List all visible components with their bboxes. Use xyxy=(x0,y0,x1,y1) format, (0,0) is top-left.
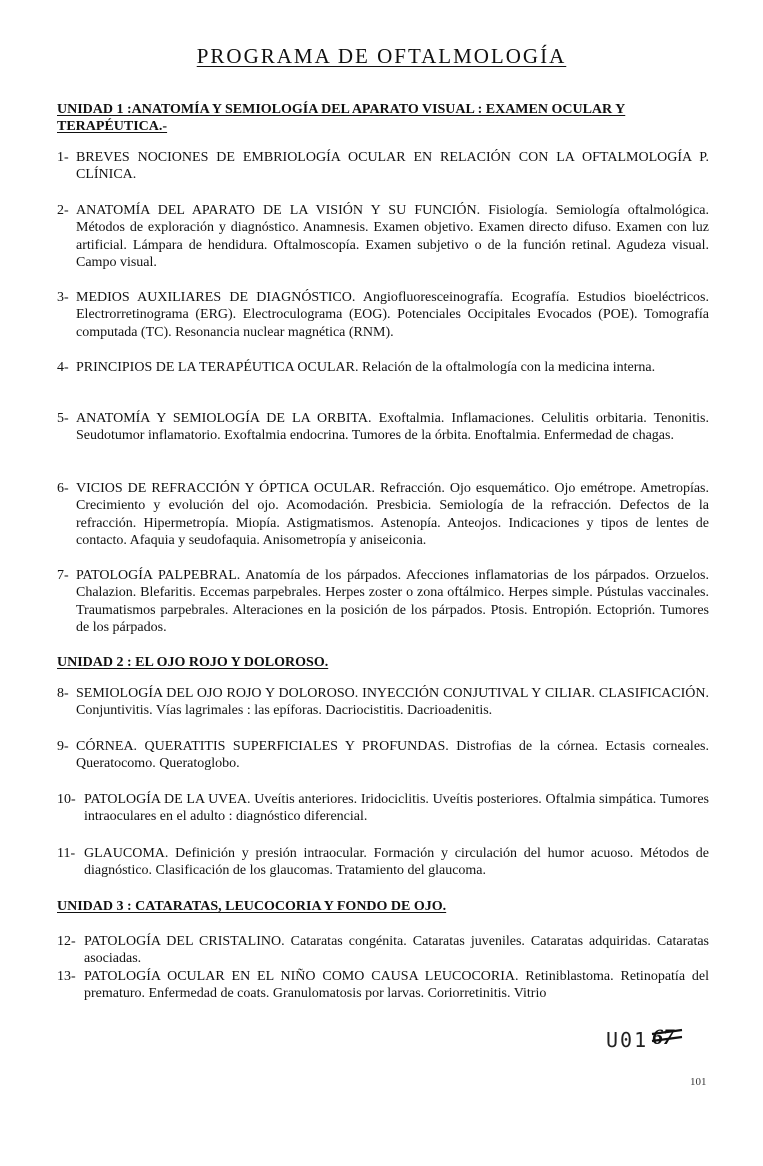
item-text: MEDIOS AUXILIARES DE DIAGNÓSTICO. Angiofluoresceinografía. Ecografía. Estudios bioeléctricos. Electrorretinograma (ERG). Electroculograma (EOG). Potenciales Occipitales Evocados (POE). Tomografía computada (TC). Resonancia nuclear magnética (RNM). xyxy=(76,290,709,340)
item-number: 7- xyxy=(57,568,69,583)
item-text: CÓRNEA. QUERATITIS SUPERFICIALES Y PROFUNDAS. Distrofias de la córnea. Ectasis corneales. Queratocomo. Queratoglobo. xyxy=(76,739,709,772)
item-text: ANATOMÍA Y SEMIOLOGÍA DE LA ORBITA. Exoftalmia. Inflamaciones. Celulitis orbitaria. Tenonitis. Seudotumor inflamatorio. Exoftalmia endocrina. Tumores de la órbita. Enoftalmia. Enfermedad de chagas. xyxy=(76,411,709,444)
item-number: 10- xyxy=(57,792,76,807)
item-number: 6- xyxy=(57,481,69,496)
list-item xyxy=(57,289,709,341)
handwritten-page-number: 67 xyxy=(652,1024,674,1049)
item-number: 12- xyxy=(57,934,76,949)
unit-1-heading: UNIDAD 1 :ANATOMÍA Y SEMIOLOGÍA DEL APARATO VISUAL : EXAMEN OCULAR Y TERAPÉUTICA.- xyxy=(57,102,626,134)
list-item xyxy=(57,685,709,720)
item-text: PATOLOGÍA DEL CRISTALINO. Cataratas congénita. Cataratas juveniles. Cataratas adquiridas. Cataratas asociadas. xyxy=(84,934,709,967)
unit-2-heading: UNIDAD 2 : EL OJO ROJO Y DOLOROSO. xyxy=(57,655,329,670)
item-number: 2- xyxy=(57,203,69,218)
list-item xyxy=(57,359,709,376)
item-text: PATOLOGÍA DE LA UVEA. Uveítis anteriores. Iridociclitis. Uveítis posteriores. Oftalmia simpática. Tumores intraoculares en el adulto : diagnóstico diferencial. xyxy=(84,792,709,825)
list-item xyxy=(57,202,709,271)
item-text: PATOLOGÍA PALPEBRAL. Anatomía de los párpados. Afecciones inflamatorias de los párpados. Orzuelos. Chalazion. Blefaritis. Eccemas parpebrales. Herpes zoster o zona oftálmico. Herpes simple. Pústulas vaccinales. Traumatismos parpebrales. Alteraciones en la posición de los párpados. Ptosis. Entropión. Ectoprión. Tumores de los párpados. xyxy=(76,568,709,635)
folio-stamp: U01 xyxy=(606,1028,649,1052)
item-text: SEMIOLOGÍA DEL OJO ROJO Y DOLOROSO. INYECCIÓN CONJUTIVAL Y CILIAR. CLASIFICACIÓN. Conjuntivitis. Vías lagrimales : las epíforas. Dacriocistitis. Dacrioadenitis. xyxy=(76,686,709,719)
item-text: BREVES NOCIONES DE EMBRIOLOGÍA OCULAR EN RELACIÓN CON LA OFTALMOLOGÍA P. CLÍNICA. xyxy=(76,150,709,183)
list-item xyxy=(57,149,709,184)
item-number: 11- xyxy=(57,846,76,861)
item-number: 5- xyxy=(57,411,69,426)
unit-3-heading: UNIDAD 3 : CATARATAS, LEUCOCORIA Y FONDO DE OJO. xyxy=(57,899,447,914)
corner-mark: 101 xyxy=(690,1076,707,1088)
list-item xyxy=(57,933,709,968)
list-item xyxy=(57,410,709,445)
list-item xyxy=(57,738,709,773)
list-item xyxy=(57,845,709,880)
item-text: ANATOMÍA DEL APARATO DE LA VISIÓN Y SU FUNCIÓN. Fisiología. Semiología oftalmológica. Métodos de exploración y diagnóstico. Anamnesis. Examen objetivo. Examen directo difuso. Examen con luz artificial. Lámpara de hendidura. Oftalmoscopía. Examen subjetivo o de la función retinal. Agudeza visual. Campo visual. xyxy=(76,203,709,270)
item-text: PRINCIPIOS DE LA TERAPÉUTICA OCULAR. Relación de la oftalmología con la medicina interna. xyxy=(76,360,656,375)
list-item xyxy=(57,968,709,1003)
item-number: 8- xyxy=(57,686,69,701)
item-number: 1- xyxy=(57,150,69,165)
item-text: VICIOS DE REFRACCIÓN Y ÓPTICA OCULAR. Refracción. Ojo esquemático. Ojo emétrope. Ametropías. Crecimiento y evolución del ojo. Acomodación. Presbicia. Semiología de la refracción. Defectos de la refracción. Hipermetropía. Miopía. Astigmatismos. Astenopía. Anteojos. Indicaciones y tipos de lentes de contacto. Afaquia y seudofaquia. Anisometropía y aniseiconia. xyxy=(76,481,709,548)
list-item xyxy=(57,791,709,826)
page-title: PROGRAMA DE OFTALMOLOGÍA xyxy=(196,44,567,68)
list-item xyxy=(57,480,709,549)
strike-scribble-icon xyxy=(650,1022,684,1050)
item-number: 9- xyxy=(57,739,69,754)
list-item xyxy=(57,567,709,636)
item-number: 4- xyxy=(57,360,69,375)
item-text: GLAUCOMA. Definición y presión intraocular. Formación y circulación del humor acuoso. Métodos de diagnóstico. Clasificación de los glaucomas. Tratamiento del glaucoma. xyxy=(84,846,709,879)
item-number: 13- xyxy=(57,969,76,984)
item-number: 3- xyxy=(57,290,69,305)
item-text: PATOLOGÍA OCULAR EN EL NIÑO COMO CAUSA LEUCOCORIA. Retiniblastoma. Retinopatía del prematuro. Enfermedad de coats. Granulomatosis por larvas. Coriorretinitis. Vitrio xyxy=(84,969,709,1002)
